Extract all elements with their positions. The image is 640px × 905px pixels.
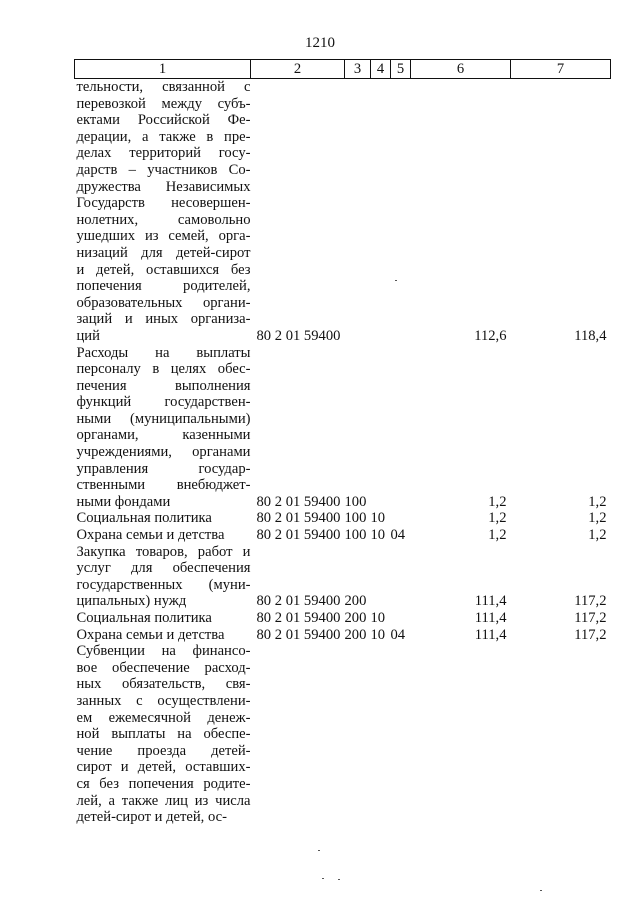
scan-speck — [540, 890, 542, 891]
row-name-line: попечения родителей, — [76, 278, 251, 295]
row-section: 10 — [370, 527, 386, 544]
row-expense-type: 100 — [344, 510, 367, 527]
row-amount-year1 — [411, 643, 511, 826]
row-name-line: печения выполнения — [76, 377, 251, 394]
row-name — [75, 544, 251, 610]
row-amount-year1: 1,2 — [488, 527, 507, 544]
row-code: 80 2 01 59400 — [256, 510, 341, 527]
budget-table — [74, 59, 611, 826]
row-name-line: ными (муниципальными) — [76, 410, 251, 427]
table-row — [75, 79, 611, 345]
row-subsection — [391, 610, 411, 627]
row-code — [251, 643, 345, 826]
row-name — [75, 643, 251, 826]
row-amount-year2: 117,2 — [574, 593, 607, 610]
scan-speck — [395, 280, 397, 281]
row-amount-year2: 118,4 — [574, 327, 607, 344]
row-name-line: услуг для обеспечения — [76, 560, 251, 577]
row-code: 80 2 01 59400 — [256, 493, 341, 510]
table-row — [75, 510, 611, 527]
column-header: 5 — [391, 60, 411, 79]
row-name-line: Субвенции на финансо- — [76, 643, 251, 660]
row-name-line: нолетних, самовольно — [76, 211, 251, 228]
row-amount-year2 — [511, 643, 611, 826]
row-name-line: Закупка товаров, работ и — [76, 543, 251, 560]
row-name — [75, 510, 251, 527]
column-header: 2 — [251, 60, 345, 79]
row-section: 10 — [370, 626, 386, 643]
row-name-line: делах территорий госу- — [76, 145, 251, 162]
row-name-line: детей-сирот и детей, ос- — [76, 809, 227, 826]
row-section: 10 — [370, 510, 386, 527]
row-amount-year2: 117,2 — [574, 626, 607, 643]
row-subsection — [391, 544, 411, 610]
column-header: 4 — [371, 60, 391, 79]
row-code: 80 2 01 59400 — [256, 527, 341, 544]
row-name-line: перевозкой между субъ- — [76, 95, 251, 112]
row-name — [75, 627, 251, 644]
row-name-line: чение проезда детей- — [76, 742, 251, 759]
row-code: 80 2 01 59400 — [256, 593, 341, 610]
row-amount-year1: 111,4 — [474, 610, 507, 626]
row-name-line: Расходы на выплаты — [76, 344, 251, 361]
row-name-line: дружества Независимых — [76, 178, 251, 195]
row-name-line: ной выплаты на обеспе- — [76, 726, 251, 743]
column-header: 1 — [75, 60, 251, 79]
row-code: 80 2 01 59400 — [256, 610, 341, 626]
scan-speck — [338, 879, 340, 880]
row-name-line: ципальных) нужд — [76, 593, 187, 610]
row-expense-type: 100 — [344, 493, 367, 510]
column-header: 6 — [411, 60, 511, 79]
row-name-line: ся без попечения родите- — [76, 775, 251, 792]
row-expense-type: 200 — [344, 610, 367, 626]
row-expense-type: 100 — [344, 527, 367, 544]
row-name-line: дарств – участников Со- — [76, 161, 251, 178]
row-name-line: лей, а также лиц из числа — [76, 792, 251, 809]
row-name-line: тельности, связанной с — [76, 79, 251, 95]
row-name-line: учреждениями, органами — [76, 444, 251, 461]
row-name-line: персоналу в целях обес- — [76, 361, 251, 378]
row-section — [371, 544, 391, 610]
table-row — [75, 345, 611, 511]
row-name-line: ственными внебюджет- — [76, 477, 251, 494]
column-header: 3 — [345, 60, 371, 79]
row-name-line: сирот и детей, оставших- — [76, 759, 251, 776]
row-name-line: Социальная политика — [76, 510, 212, 527]
table-row — [75, 544, 611, 610]
row-subsection: 04 — [390, 527, 406, 544]
row-name-line: образовательных органи- — [76, 294, 251, 311]
row-name-line: занных с осуществлени- — [76, 692, 251, 709]
row-name-line: ных обязательств, свя- — [76, 676, 251, 693]
row-section — [371, 79, 391, 345]
row-amount-year1: 1,2 — [488, 493, 507, 510]
page-number: 1210 — [305, 35, 335, 51]
row-name-line: Социальная политика — [76, 610, 212, 626]
row-name-line: ем ежемесячной денеж- — [76, 709, 251, 726]
table-row — [75, 527, 611, 544]
row-name-line: государственных (муни- — [76, 576, 251, 593]
row-name-line: Государств несовершен- — [76, 195, 251, 212]
row-name-line: ными фондами — [76, 493, 171, 510]
row-expense-type: 200 — [344, 626, 367, 643]
scan-speck — [318, 850, 320, 851]
row-code: 80 2 01 59400 — [256, 626, 341, 643]
row-section: 10 — [370, 610, 386, 626]
table-row — [75, 627, 611, 644]
row-name-line: заций и иных организа- — [76, 311, 251, 328]
row-name-line: дерации, а также в пре- — [76, 128, 251, 145]
row-name-line: управления государ- — [76, 460, 251, 477]
row-subsection — [391, 510, 411, 527]
row-expense-type — [345, 643, 371, 826]
table-body — [75, 79, 611, 826]
row-amount-year1: 1,2 — [488, 510, 507, 527]
row-name-line: функций государствен- — [76, 394, 251, 411]
scan-speck — [322, 878, 324, 879]
row-name — [75, 527, 251, 544]
row-expense-type — [345, 79, 371, 345]
row-name-line: и детей, оставшихся без — [76, 261, 251, 278]
row-expense-type: 200 — [344, 593, 367, 610]
table-row — [75, 610, 611, 627]
column-header: 7 — [511, 60, 611, 79]
row-name-line: ушедших из семей, орга- — [76, 228, 251, 245]
row-name-line: ций — [76, 327, 100, 344]
row-code: 80 2 01 59400 — [256, 327, 341, 344]
row-amount-year1: 111,4 — [474, 626, 507, 643]
row-amount-year1: 111,4 — [474, 593, 507, 610]
row-subsection: 04 — [390, 626, 406, 643]
row-name-line: органами, казенными — [76, 427, 251, 444]
row-section — [371, 643, 391, 826]
row-name-line: низаций для детей-сирот — [76, 244, 251, 261]
row-name-line: вое обеспечение расход- — [76, 659, 251, 676]
row-amount-year2: 1,2 — [588, 493, 607, 510]
row-name — [75, 79, 251, 345]
row-amount-year2: 1,2 — [588, 510, 607, 527]
row-name — [75, 345, 251, 511]
row-amount-year2: 1,2 — [588, 527, 607, 544]
row-name-line: Охрана семьи и детства — [76, 626, 225, 643]
row-amount-year2: 117,2 — [574, 610, 607, 626]
row-subsection — [391, 79, 411, 345]
row-subsection — [391, 345, 411, 511]
row-section — [371, 345, 391, 511]
row-amount-year1: 112,6 — [474, 327, 507, 344]
table-header-row — [75, 60, 611, 79]
row-name-line: ектами Российской Фе- — [76, 112, 251, 129]
row-name-line: Охрана семьи и детства — [76, 527, 225, 544]
row-subsection — [391, 643, 411, 826]
table-row — [75, 643, 611, 826]
row-name — [75, 610, 251, 627]
